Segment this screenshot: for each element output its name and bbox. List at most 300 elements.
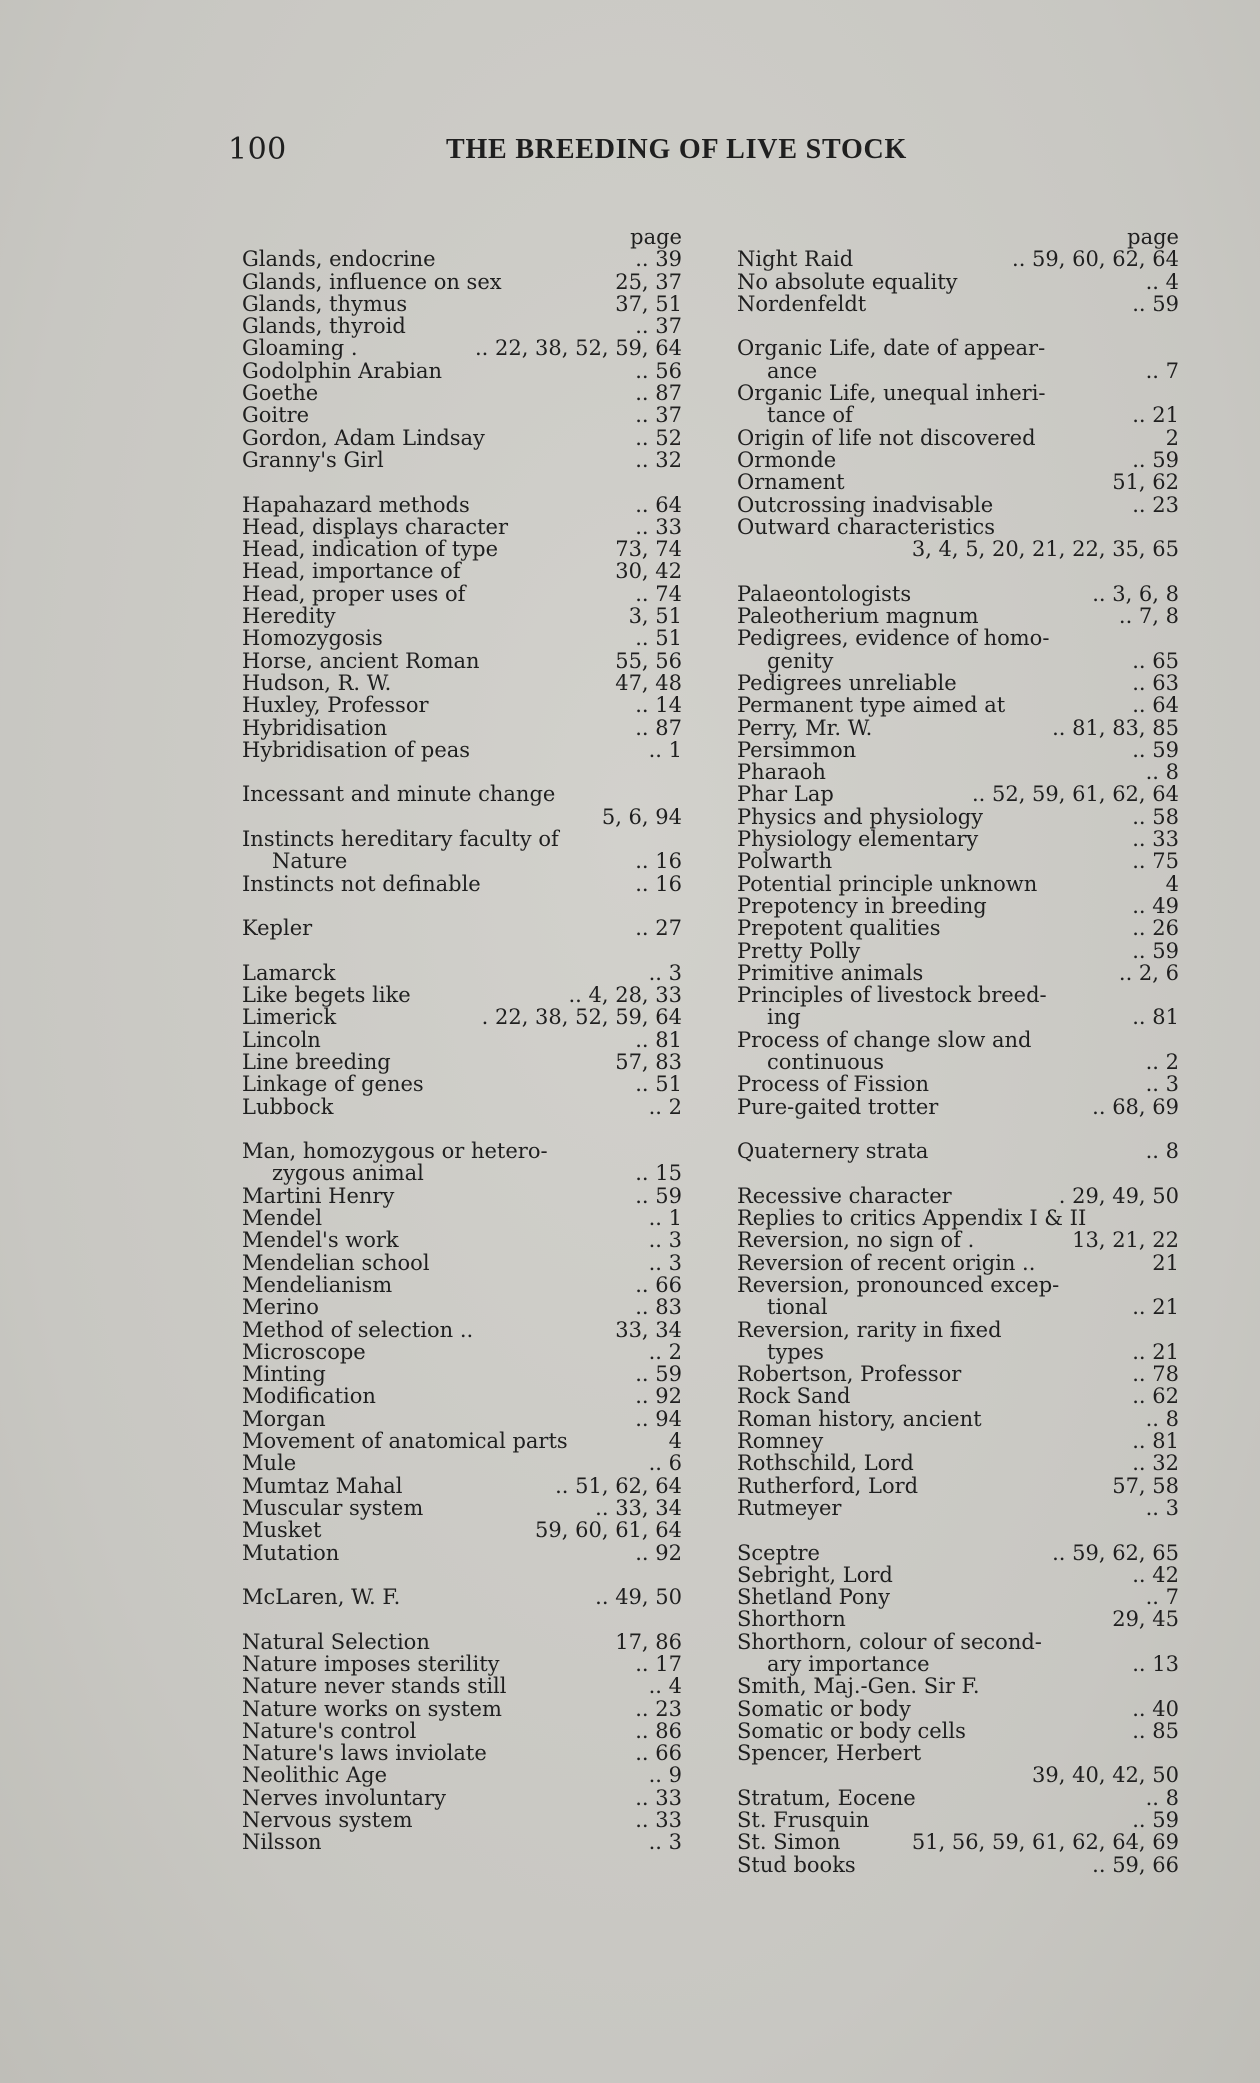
entry-term: Spencer, Herbert <box>737 1741 922 1766</box>
entry-page-refs: .. 56 <box>635 358 682 383</box>
index-entry <box>737 516 1179 538</box>
entry-page-refs: .. 21 <box>1132 1339 1179 1364</box>
entry-term: Lincoln <box>242 1027 321 1052</box>
entry-term: Glands, thyroid <box>242 314 406 339</box>
entry-term: Somatic or body <box>737 1696 911 1721</box>
index-entry <box>737 850 1179 872</box>
index-entry <box>242 1229 682 1251</box>
entry-term: Instincts not definable <box>242 871 481 896</box>
entry-page-refs: .. 33 <box>635 1808 682 1833</box>
entry-term: Physiology elementary <box>737 827 979 852</box>
entry-page-refs: .. 14 <box>635 693 682 718</box>
entry-page-refs: .. 16 <box>635 871 682 896</box>
index-entry <box>242 717 682 739</box>
entry-page-refs: 3, 4, 5, 20, 21, 22, 35, 65 <box>911 537 1179 562</box>
entry-page-refs: .. 59 <box>635 1183 682 1208</box>
index-entry <box>242 494 682 516</box>
entry-term: Ornament <box>737 470 845 495</box>
entry-page-refs: . 29, 49, 50 <box>1058 1183 1179 1208</box>
entry-page-refs: .. 64 <box>1132 693 1179 718</box>
index-entry <box>737 1274 1179 1296</box>
entry-page-refs <box>1173 337 1179 359</box>
index-entry <box>737 1140 1179 1162</box>
entry-gap <box>242 1608 682 1630</box>
entry-page-refs: .. 59 <box>1132 291 1179 316</box>
index-entry <box>242 1430 682 1452</box>
index-entry <box>737 1430 1179 1452</box>
index-entry <box>242 1475 682 1497</box>
entry-gap <box>242 940 682 962</box>
index-entry <box>242 449 682 471</box>
entry-page-refs: .. 59 <box>1132 938 1179 963</box>
index-entry <box>737 1831 1179 1853</box>
index-entry <box>737 583 1179 605</box>
entry-page-refs: 17, 86 <box>615 1629 682 1654</box>
entry-term: Phar Lap <box>737 782 834 807</box>
index-entry <box>737 1631 1179 1653</box>
entry-term: Reversion, pronounced excep- <box>737 1272 1060 1297</box>
entry-page-refs: .. 1 <box>648 1206 682 1231</box>
index-entry <box>737 672 1179 694</box>
entry-term: Head, displays character <box>242 514 509 539</box>
entry-page-refs: .. 52, 59, 61, 62, 64 <box>971 782 1179 807</box>
index-entry <box>242 337 682 359</box>
entry-term: Origin of life not discovered <box>737 425 1036 450</box>
entry-page-refs: 57, 58 <box>1112 1473 1179 1498</box>
index-entry <box>242 627 682 649</box>
entry-page-refs: .. 40 <box>1132 1696 1179 1721</box>
entry-term: types <box>767 1339 824 1364</box>
entry-term: Mendelianism <box>242 1272 393 1297</box>
index-entry <box>737 1497 1179 1519</box>
entry-term: Somatic or body cells <box>737 1718 966 1743</box>
entry-term: continuous <box>767 1049 885 1074</box>
index-entry <box>737 494 1179 516</box>
index-entry <box>242 1452 682 1474</box>
index-entry-pages <box>737 538 1179 560</box>
index-entry <box>242 315 682 337</box>
entry-term: Nerves involuntary <box>242 1785 446 1810</box>
entry-page-refs: .. 23 <box>1132 492 1179 517</box>
index-entry <box>242 1831 682 1853</box>
entry-term: Goitre <box>242 403 310 428</box>
entry-page-refs: 37, 51 <box>615 291 682 316</box>
entry-term: Martini Henry <box>242 1183 395 1208</box>
entry-page-refs <box>676 828 682 850</box>
entry-page-refs <box>1173 516 1179 538</box>
entry-term: Outward characteristics <box>737 514 996 539</box>
entry-term: Mutation <box>242 1540 340 1565</box>
entry-page-refs: .. 2, 6 <box>1118 960 1179 985</box>
entry-term: Granny's Girl <box>242 447 384 472</box>
entry-term: Nature works on system <box>242 1696 502 1721</box>
index-entry <box>737 605 1179 627</box>
entry-term: Nature's laws inviolate <box>242 1741 487 1766</box>
entry-term: Smith, Maj.-Gen. Sir F. <box>737 1674 980 1699</box>
entry-page-refs: .. 83 <box>635 1295 682 1320</box>
entry-page-refs <box>1173 1319 1179 1341</box>
entry-page-refs: .. 21 <box>1132 1295 1179 1320</box>
index-entry <box>737 1185 1179 1207</box>
index-entry <box>242 1274 682 1296</box>
entry-term: Like begets like <box>242 983 411 1008</box>
index-entry <box>242 516 682 538</box>
entry-term: Mendel <box>242 1206 323 1231</box>
index-entry <box>242 1296 682 1318</box>
index-entry <box>737 940 1179 962</box>
index-entry <box>737 1029 1179 1051</box>
index-entry <box>242 1385 682 1407</box>
entry-term: Mendel's work <box>242 1228 399 1253</box>
entry-term: Organic Life, date of appear- <box>737 336 1046 361</box>
index-entry <box>242 1698 682 1720</box>
index-entry <box>242 1586 682 1608</box>
index-entry <box>242 1720 682 1742</box>
index-entry <box>242 694 682 716</box>
index-entry <box>242 427 682 449</box>
index-entry <box>242 1764 682 1786</box>
index-entry <box>737 382 1179 404</box>
entry-term: Modification <box>242 1384 376 1409</box>
entry-page-refs: .. 92 <box>635 1384 682 1409</box>
entry-term: Homozygosis <box>242 626 383 651</box>
entry-page-refs: .. 64 <box>635 492 682 517</box>
entry-page-refs: 13, 21, 22 <box>1072 1228 1179 1253</box>
entry-page-refs: .. 39 <box>635 247 682 272</box>
entry-term: McLaren, W. F. <box>242 1585 401 1610</box>
entry-term: Permanent type aimed at <box>737 693 1006 718</box>
entry-term: Stratum, Eocene <box>737 1785 916 1810</box>
index-entry <box>737 783 1179 805</box>
entry-term: Palaeontologists <box>737 581 912 606</box>
entry-term: Head, indication of type <box>242 537 498 562</box>
entry-term: Rothschild, Lord <box>737 1451 914 1476</box>
index-entry <box>737 1809 1179 1831</box>
entry-term: Glands, thymus <box>242 291 408 316</box>
entry-page-refs: .. 7 <box>1145 1585 1179 1610</box>
entry-term: Rutmeyer <box>737 1495 842 1520</box>
entry-page-refs: 39, 40, 42, 50 <box>1032 1763 1179 1788</box>
index-entry <box>737 627 1179 649</box>
page-header <box>228 132 1028 172</box>
entry-page-refs <box>676 1140 682 1162</box>
index-entries-left <box>242 248 682 1853</box>
entry-term: Mumtaz Mahal <box>242 1473 403 1498</box>
entry-page-refs: .. 74 <box>635 581 682 606</box>
entry-page-refs: .. 22, 38, 52, 59, 64 <box>474 336 682 361</box>
entry-term: Line breeding <box>242 1049 391 1074</box>
entry-term: Goethe <box>242 381 319 406</box>
index-entry <box>737 1742 1179 1764</box>
index-entry <box>737 1586 1179 1608</box>
index-entry-continuation <box>737 1051 1179 1073</box>
entry-page-refs: 73, 74 <box>615 537 682 562</box>
entry-page-refs: .. 75 <box>1132 849 1179 874</box>
entry-page-refs <box>1173 1207 1179 1229</box>
index-entry <box>242 1809 682 1831</box>
index-entry-continuation <box>737 650 1179 672</box>
entry-term: ary importance <box>767 1652 930 1676</box>
entry-gap <box>242 1564 682 1586</box>
entry-term: Neolithic Age <box>242 1763 388 1788</box>
entry-page-refs: 57, 83 <box>615 1049 682 1074</box>
index-entry <box>737 271 1179 293</box>
entry-gap <box>737 1162 1179 1184</box>
index-entry-pages <box>242 806 682 828</box>
entry-term: Nordenfeldt <box>737 291 867 316</box>
index-entry <box>737 427 1179 449</box>
entry-term: Pharaoh <box>737 760 826 785</box>
entry-page-refs: .. 8 <box>1145 1406 1179 1431</box>
index-entry <box>242 404 682 426</box>
entry-term: Mendelian school <box>242 1250 430 1275</box>
index-entry <box>242 1497 682 1519</box>
entry-page-refs <box>1173 1631 1179 1653</box>
entry-page-refs: .. 3, 6, 8 <box>1092 581 1179 606</box>
entry-page-refs: .. 4, 28, 33 <box>568 983 682 1008</box>
entry-page-refs: .. 87 <box>635 381 682 406</box>
entry-term: Reversion, no sign of . <box>737 1228 975 1253</box>
entry-term: Organic Life, unequal inheri- <box>737 381 1046 406</box>
index-entry <box>737 248 1179 270</box>
entry-term: Recessive character <box>737 1183 952 1208</box>
index-entry <box>737 873 1179 895</box>
entry-page-refs: .. 15 <box>635 1161 682 1186</box>
index-entry <box>737 1675 1179 1697</box>
index-entry <box>737 293 1179 315</box>
entry-term: Quaternery strata <box>737 1139 929 1164</box>
index-column-left <box>242 226 682 1854</box>
entry-term: Shetland Pony <box>737 1585 890 1610</box>
entry-gap <box>737 560 1179 582</box>
entry-page-refs: .. 59 <box>1132 737 1179 762</box>
entry-page-refs: .. 3 <box>1145 1072 1179 1097</box>
entry-page-refs: .. 8 <box>1145 760 1179 785</box>
index-entry-pages <box>737 1764 1179 1786</box>
index-entry <box>242 783 682 805</box>
entry-page-refs: .. 59, 60, 62, 64 <box>1012 247 1179 272</box>
entry-term: Huxley, Professor <box>242 693 429 718</box>
entry-page-refs: .. 32 <box>635 447 682 472</box>
entry-page-refs: .. 58 <box>1132 804 1179 829</box>
page-column-label: page <box>630 225 682 249</box>
index-entry <box>242 1073 682 1095</box>
entry-term: Outcrossing inadvisable <box>737 492 994 517</box>
entry-term: Rock Sand <box>737 1384 851 1409</box>
entry-term: No absolute equality <box>737 269 958 294</box>
entry-term: ance <box>767 358 818 383</box>
entry-term: Ormonde <box>737 447 837 472</box>
index-entry <box>737 806 1179 828</box>
index-entries-right <box>737 248 1179 1876</box>
index-entry <box>242 1341 682 1363</box>
entry-term: Pedigrees unreliable <box>737 670 957 695</box>
entry-term: Nature never stands still <box>242 1674 507 1699</box>
entry-term: ing <box>767 1005 801 1030</box>
index-entry <box>737 895 1179 917</box>
entry-page-refs: .. 49 <box>1132 893 1179 918</box>
entry-page-refs: .. 81 <box>635 1027 682 1052</box>
entry-page-refs: .. 17 <box>635 1652 682 1676</box>
index-entry-continuation <box>737 1341 1179 1363</box>
entry-page-refs: .. 2 <box>1145 1049 1179 1074</box>
entry-term: Morgan <box>242 1406 326 1431</box>
index-entry <box>242 1742 682 1764</box>
index-entry <box>242 1631 682 1653</box>
index-entry <box>242 1185 682 1207</box>
entry-term: Mule <box>242 1451 297 1476</box>
entry-term: Nature <box>272 849 348 874</box>
entry-term: Nilsson <box>242 1830 322 1855</box>
entry-term: Lamarck <box>242 960 336 985</box>
entry-term: Gloaming . <box>242 336 358 361</box>
index-entry-continuation <box>737 1653 1179 1675</box>
index-entry <box>242 672 682 694</box>
entry-term: Night Raid <box>737 247 854 272</box>
entry-page-refs: .. 59 <box>635 1362 682 1387</box>
index-entry <box>242 1140 682 1162</box>
index-entry <box>737 1363 1179 1385</box>
entry-page-refs: .. 85 <box>1132 1718 1179 1743</box>
page-number: 100 <box>228 132 287 167</box>
index-entry <box>737 1319 1179 1341</box>
entry-gap <box>737 1519 1179 1541</box>
index-entry <box>242 739 682 761</box>
entry-term: tional <box>767 1295 828 1320</box>
entry-page-refs: .. 21 <box>1132 403 1179 428</box>
entry-term: Limerick <box>242 1005 337 1030</box>
index-entry <box>737 1408 1179 1430</box>
entry-page-refs: .. 51 <box>635 1072 682 1097</box>
index-entry <box>242 360 682 382</box>
index-entry <box>737 1475 1179 1497</box>
entry-term: Prepotency in breeding <box>737 893 987 918</box>
entry-page-refs: .. 81 <box>1132 1429 1179 1454</box>
entry-page-refs: .. 51, 62, 64 <box>555 1473 682 1498</box>
entry-term: Primitive animals <box>737 960 924 985</box>
entry-term: Sceptre <box>737 1540 820 1565</box>
entry-page-refs: 30, 42 <box>615 559 682 584</box>
entry-page-refs: .. 81 <box>1132 1005 1179 1030</box>
entry-term: Movement of anatomical parts <box>242 1429 568 1454</box>
entry-page-refs: 51, 62 <box>1112 470 1179 495</box>
index-entry <box>242 1787 682 1809</box>
entry-page-refs: .. 26 <box>1132 916 1179 941</box>
entry-page-refs: 59, 60, 61, 64 <box>535 1518 682 1543</box>
entry-term: Shorthorn <box>737 1607 846 1632</box>
entry-term: Horse, ancient Roman <box>242 648 480 673</box>
index-entry <box>737 1608 1179 1630</box>
index-entry <box>242 828 682 850</box>
entry-page-refs: .. 33 <box>635 1785 682 1810</box>
entry-page-refs: .. 37 <box>635 314 682 339</box>
entry-gap <box>737 1118 1179 1140</box>
entry-term: Perry, Mr. W. <box>737 715 873 740</box>
entry-term: Hybridisation <box>242 715 388 740</box>
entry-term: Glands, endocrine <box>242 247 436 272</box>
entry-term: Paleotherium magnum <box>737 604 979 629</box>
entry-term: Heredity <box>242 604 336 629</box>
entry-page-refs: 4 <box>1165 871 1179 896</box>
index-entry <box>242 1096 682 1118</box>
entry-page-refs: .. 4 <box>1145 269 1179 294</box>
index-entry <box>737 828 1179 850</box>
entry-page-refs: .. 94 <box>635 1406 682 1431</box>
entry-page-refs: .. 27 <box>635 916 682 941</box>
entry-term: Shorthorn, colour of second- <box>737 1629 1042 1654</box>
entry-page-refs <box>1173 1029 1179 1051</box>
entry-term: Pedigrees, evidence of homo- <box>737 626 1050 651</box>
index-entry <box>242 560 682 582</box>
entry-term: Prepotent qualities <box>737 916 941 941</box>
entry-term: Reversion of recent origin .. <box>737 1250 1036 1275</box>
entry-term: Polwarth <box>737 849 833 874</box>
index-entry <box>242 1363 682 1385</box>
entry-page-refs: . 22, 38, 52, 59, 64 <box>481 1005 682 1030</box>
entry-term: Minting <box>242 1362 326 1387</box>
entry-page-refs: .. 1 <box>648 737 682 762</box>
entry-page-refs: .. 65 <box>1132 648 1179 673</box>
index-entry <box>242 1029 682 1051</box>
entry-page-refs: .. 13 <box>1132 1652 1179 1676</box>
index-entry <box>737 471 1179 493</box>
entry-term: tance of <box>767 403 853 428</box>
index-entry <box>737 694 1179 716</box>
index-entry <box>242 538 682 560</box>
index-entry <box>737 1252 1179 1274</box>
entry-term: Hapahazard methods <box>242 492 470 517</box>
index-entry <box>242 1006 682 1028</box>
entry-page-refs: .. 63 <box>1132 670 1179 695</box>
index-entry <box>242 1051 682 1073</box>
entry-page-refs: .. 7 <box>1145 358 1179 383</box>
index-entry <box>242 650 682 672</box>
index-entry <box>242 873 682 895</box>
entry-term: Linkage of genes <box>242 1072 424 1097</box>
entry-term: Head, importance of <box>242 559 461 584</box>
entry-term: Process of change slow and <box>737 1027 1032 1052</box>
index-entry <box>737 717 1179 739</box>
index-entry <box>737 1229 1179 1251</box>
entry-term: zygous animal <box>272 1161 424 1186</box>
entry-term: Natural Selection <box>242 1629 430 1654</box>
index-entry <box>242 248 682 270</box>
entry-page-refs: .. 59, 62, 65 <box>1052 1540 1179 1565</box>
index-entry <box>737 962 1179 984</box>
entry-gap <box>242 895 682 917</box>
index-entry <box>737 1787 1179 1809</box>
entry-term: Nervous system <box>242 1808 413 1833</box>
entry-page-refs: .. 9 <box>648 1763 682 1788</box>
entry-term: Persimmon <box>737 737 857 762</box>
entry-term: Process of Fission <box>737 1072 930 1097</box>
entry-page-refs: 5, 6, 94 <box>601 804 682 829</box>
entry-term: Romney <box>737 1429 824 1454</box>
entry-page-refs: .. 59 <box>1132 1808 1179 1833</box>
entry-page-refs: .. 92 <box>635 1540 682 1565</box>
entry-term: Pretty Polly <box>737 938 861 963</box>
index-entry <box>242 1408 682 1430</box>
index-entry <box>242 917 682 939</box>
entry-term: Glands, influence on sex <box>242 269 502 294</box>
entry-page-refs: .. 62 <box>1132 1384 1179 1409</box>
index-entry <box>242 1319 682 1341</box>
entry-term: Microscope <box>242 1339 366 1364</box>
entry-page-refs: .. 3 <box>648 1250 682 1275</box>
entry-page-refs: .. 87 <box>635 715 682 740</box>
entry-page-refs <box>1173 1274 1179 1296</box>
entry-page-refs <box>1173 1675 1179 1697</box>
